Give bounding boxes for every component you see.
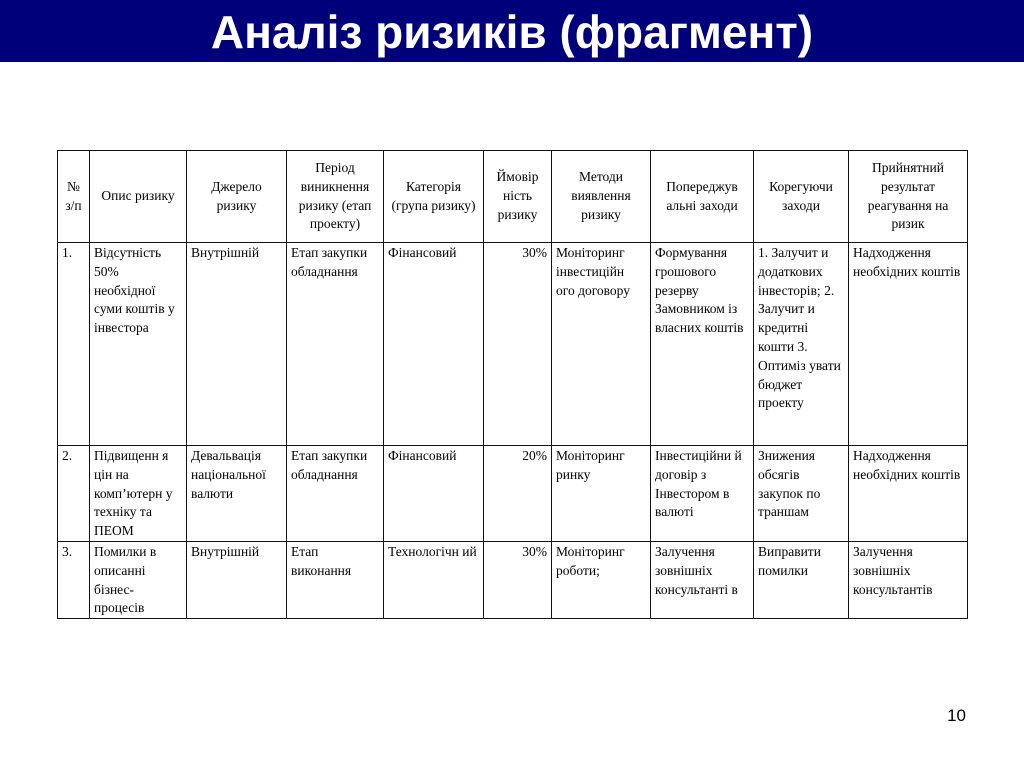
header-cell: Категорія (група ризику) [384,151,484,243]
table-cell: Фінансовий [384,243,484,446]
table-cell: Залучення зовнішніх консультанті в [651,541,754,618]
table-cell: Етап закупки обладнання [287,446,384,542]
table-cell: 20% [484,446,552,542]
header-cell: Прийнятний результат реагування на ризик [849,151,968,243]
table-cell: 1. [58,243,90,446]
table-cell: 30% [484,541,552,618]
header-cell: Період виникнення ризику (етап проекту) [287,151,384,243]
title-bar [0,0,1024,62]
header-cell: № з/п [58,151,90,243]
header-cell: Методи виявлення ризику [552,151,651,243]
table-cell: Відсутність 50% необхідної суми коштів у інвестора [90,243,187,446]
header-cell: Корегуючи заходи [754,151,849,243]
table-cell: Етап закупки обладнання [287,243,384,446]
header-cell: Джерело ризику [187,151,287,243]
table-cell: Залучення зовнішніх консультантів [849,541,968,618]
table-row [58,243,968,446]
table-row [58,541,968,618]
table-cell: Моніторинг інвестиційн ого договору [552,243,651,446]
page-number: 10 [947,706,966,725]
table-header-row [58,151,968,243]
table-cell: Моніторинг роботи; [552,541,651,618]
table-cell: Підвищенн я цін на комп’ютерн у техніку та ПЕОМ [90,446,187,542]
table-cell: 1. Залучит и додаткових інвесторів; 2. Залучит и кредитні кошти 3. Оптиміз увати бюджет проекту [754,243,849,446]
table-cell: Надходження необхідних коштів [849,446,968,542]
table-cell: Девальвація національної валюти [187,446,287,542]
table-cell: Формування грошового резерву Замовником із власних коштів [651,243,754,446]
header-cell: Ймовір ність ризику [484,151,552,243]
table-cell: Етап виконання [287,541,384,618]
table-row [58,446,968,542]
slide-title: Аналіз ризиків (фрагмент) [210,6,814,58]
table-cell: Знижения обсягів закупок по траншам [754,446,849,542]
table-cell: Внутрішній [187,243,287,446]
table-cell: Технологічн ий [384,541,484,618]
table-cell: 2. [58,446,90,542]
table-cell: Помилки в описанні бізнес-процесів [90,541,187,618]
table-cell: Надходження необхідних коштів [849,243,968,446]
header-cell: Попереджув альні заходи [651,151,754,243]
header-cell: Опис ризику [90,151,187,243]
table-cell: Моніторинг ринку [552,446,651,542]
table-cell: Внутрішній [187,541,287,618]
table-cell: Інвестиційни й договір з Інвестором в валюті [651,446,754,542]
risk-analysis-table [57,150,968,619]
table-cell: Виправити помилки [754,541,849,618]
table-cell: 30% [484,243,552,446]
table-cell: 3. [58,541,90,618]
table-cell: Фінансовий [384,446,484,542]
